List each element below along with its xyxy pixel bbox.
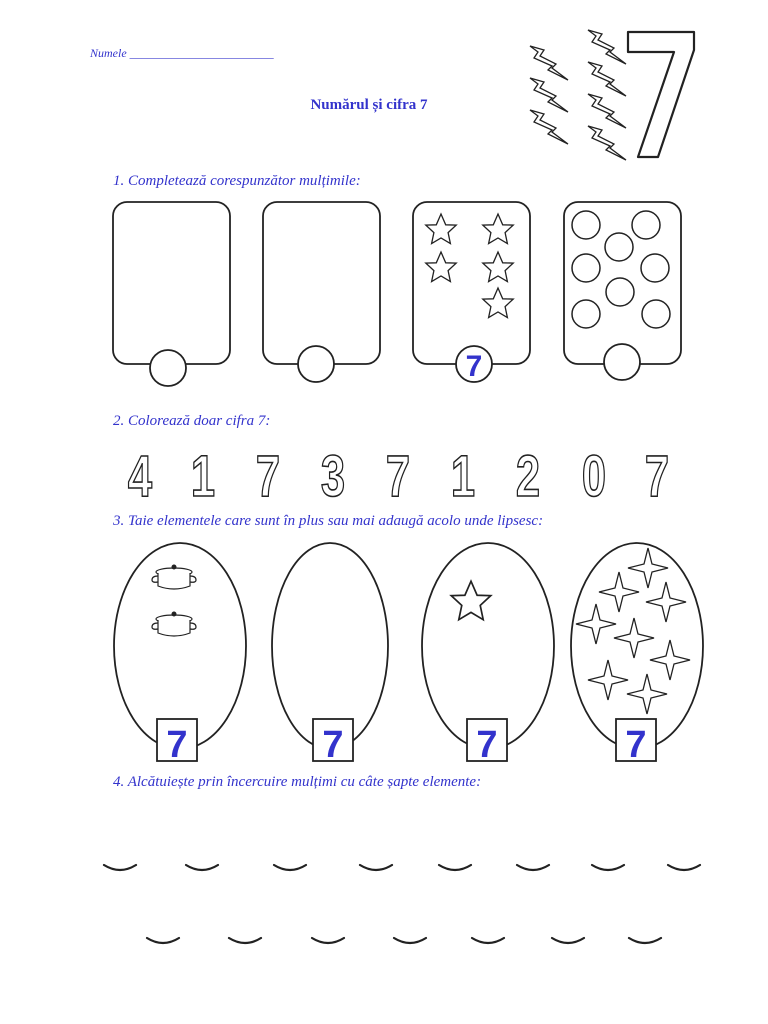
oval-label-1 (157, 719, 197, 766)
digit-row (128, 444, 669, 508)
smile-mark (552, 938, 584, 943)
set-box-1 (113, 202, 230, 386)
oval-label-2 (313, 719, 353, 766)
set-box-2 (263, 202, 380, 382)
smile-mark (274, 865, 306, 870)
page-title: Numărul și cifra 7 (310, 97, 428, 113)
oval-set-1 (114, 543, 246, 749)
task-1-instruction: 1. Completează corespunzător mulțimile: (113, 173, 361, 189)
digit-4[interactable]: 4 (127, 443, 153, 509)
oval-label-4 (616, 719, 656, 766)
oval-set-3 (422, 543, 554, 749)
smile-mark (360, 865, 392, 870)
smile-mark (629, 938, 661, 943)
digit-2[interactable]: 2 (515, 443, 541, 509)
name-field: Numele ________________________ (90, 46, 274, 60)
oval-set-4 (571, 543, 703, 749)
digit-7[interactable]: 7 (385, 443, 411, 509)
smile-mark (229, 938, 261, 943)
smile-mark (439, 865, 471, 870)
digit-3[interactable]: 3 (320, 443, 346, 509)
big-digit-seven (628, 32, 694, 157)
lightning-bolts (530, 30, 626, 160)
smile-mark (186, 865, 218, 870)
oval-label-3 (467, 719, 507, 766)
oval-label-text: 7 (625, 724, 647, 766)
set-box-3 (413, 202, 530, 383)
smile-marks (104, 865, 700, 943)
oval-label-text: 7 (476, 724, 498, 766)
smile-mark (517, 865, 549, 870)
digit-7[interactable]: 7 (255, 443, 281, 509)
digit-1[interactable]: 1 (450, 443, 476, 509)
set-box-4 (564, 202, 681, 380)
smile-mark (147, 938, 179, 943)
smile-mark (394, 938, 426, 943)
task-4-instruction: 4. Alcătuiește prin încercuire mulțimi cu câte șapte elemente: (113, 774, 482, 790)
smile-mark (592, 865, 624, 870)
digit-7[interactable]: 7 (644, 443, 670, 509)
smile-mark (668, 865, 700, 870)
oval-label-text: 7 (166, 724, 188, 766)
oval-label-text: 7 (322, 724, 344, 766)
digit-1[interactable]: 1 (190, 443, 216, 509)
task-2-instruction: 2. Colorează doar cifra 7: (113, 413, 271, 429)
task-3-instruction: 3. Taie elementele care sunt în plus sau mai adaugă acolo unde lipsesc: (113, 513, 544, 529)
smile-mark (312, 938, 344, 943)
smile-mark (472, 938, 504, 943)
oval-set-2 (272, 543, 388, 749)
digit-0[interactable]: 0 (581, 443, 607, 509)
smile-mark (104, 865, 136, 870)
box-3-label: 7 (465, 350, 483, 383)
